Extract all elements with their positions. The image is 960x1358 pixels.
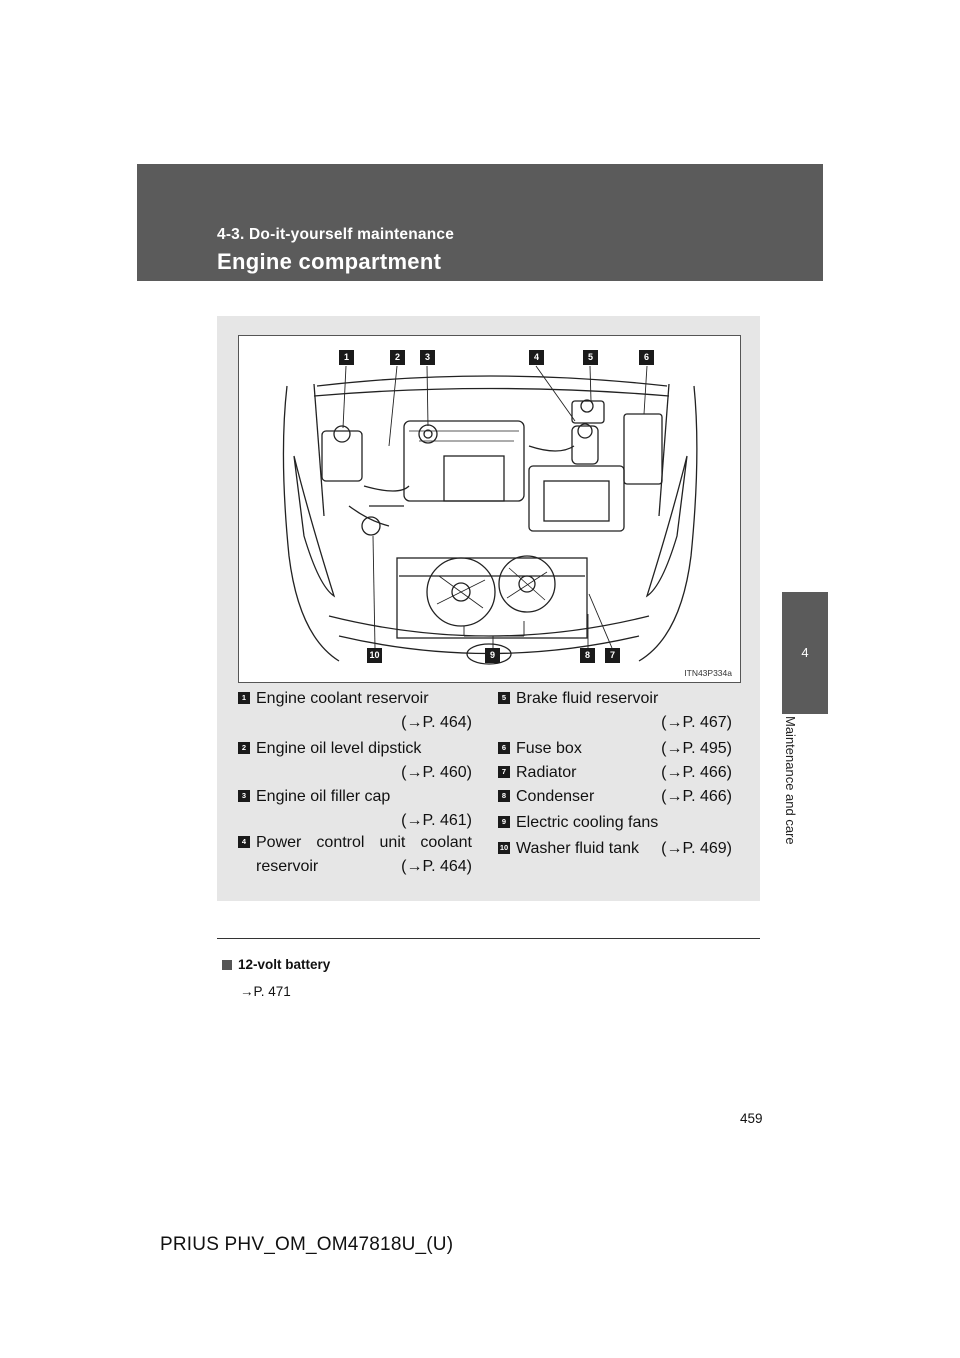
chapter-label-wrap [758,716,852,886]
legend-ref: (→P. 466) [661,764,732,781]
legend-badge: 1 [238,692,250,704]
legend-item-5 [498,688,732,734]
legend-badge: 2 [238,742,250,754]
legend-item-7 [498,762,732,784]
legend-label-line2: reservoir [256,858,319,875]
legend-badge: 5 [498,692,510,704]
legend-item-1 [238,688,472,734]
legend-ref: (→P. 461) [401,812,472,829]
legend-ref: (→P. 464) [401,858,472,875]
legend-ref: (→P. 466) [661,788,732,805]
footer-code: PRIUS PHV_OM_OM47818U_(U) [160,1234,454,1255]
note-reference[interactable]: →P. 471 [240,984,291,999]
legend-badge: 8 [498,790,510,802]
callout-badge-6: 6 [639,350,654,365]
note-heading [222,957,330,972]
legend-label: Engine oil level dipstick [256,740,422,757]
engine-illustration [239,336,741,683]
legend-badge: 4 [238,836,250,848]
legend-label: Engine coolant reservoir [256,690,429,707]
legend-badge: 7 [498,766,510,778]
callout-badge-4: 4 [529,350,544,365]
callout-badge-3: 3 [420,350,435,365]
legend-badge: 10 [499,843,509,852]
legend-ref: (→P. 467) [661,714,732,731]
legend-ref: (→P. 460) [401,764,472,781]
legend-label: Engine oil filler cap [256,788,391,805]
legend-ref: (→P. 495) [661,740,732,757]
legend-item-6 [498,738,732,760]
legend-label: Power control unit coolant [256,834,472,851]
chapter-label: Maintenance and care [783,716,798,845]
divider [217,938,760,939]
image-code: ITN43P334a [684,668,732,678]
note-heading-text: 12-volt battery [238,957,331,972]
square-bullet-icon [222,960,232,970]
legend-item-9 [498,812,732,834]
callout-badge-5: 5 [583,350,598,365]
legend-item-2 [238,738,472,784]
page-title: Engine compartment [217,249,442,274]
legend-badge: 9 [498,816,510,828]
callout-badge-10: 10 [367,648,382,663]
legend-item-3 [238,786,472,832]
section-label: 4-3. Do-it-yourself maintenance [217,226,455,243]
legend-label: Condenser [516,788,595,805]
chapter-number: 4 [801,645,809,660]
legend-label: Fuse box [516,740,582,757]
callout-badge-8: 8 [580,648,595,663]
legend-ref: (→P. 469) [661,840,732,857]
callout-badge-7: 7 [605,648,620,663]
legend-item-8 [498,786,732,808]
legend-item-4 [238,832,472,878]
legend-item-10 [498,838,732,860]
engine-diagram [238,335,741,683]
legend-badge: 6 [498,742,510,754]
legend-label: Radiator [516,764,577,781]
page-number: 459 [740,1111,763,1126]
callout-badge-2: 2 [390,350,405,365]
legend-label: Electric cooling fans [516,814,659,831]
legend-label: Washer fluid tank [516,840,640,857]
legend-badge: 3 [238,790,250,802]
callout-badge-1: 1 [339,350,354,365]
legend-ref: (→P. 464) [401,714,472,731]
legend-label: Brake fluid reservoir [516,690,659,707]
callout-badge-9: 9 [485,648,500,663]
